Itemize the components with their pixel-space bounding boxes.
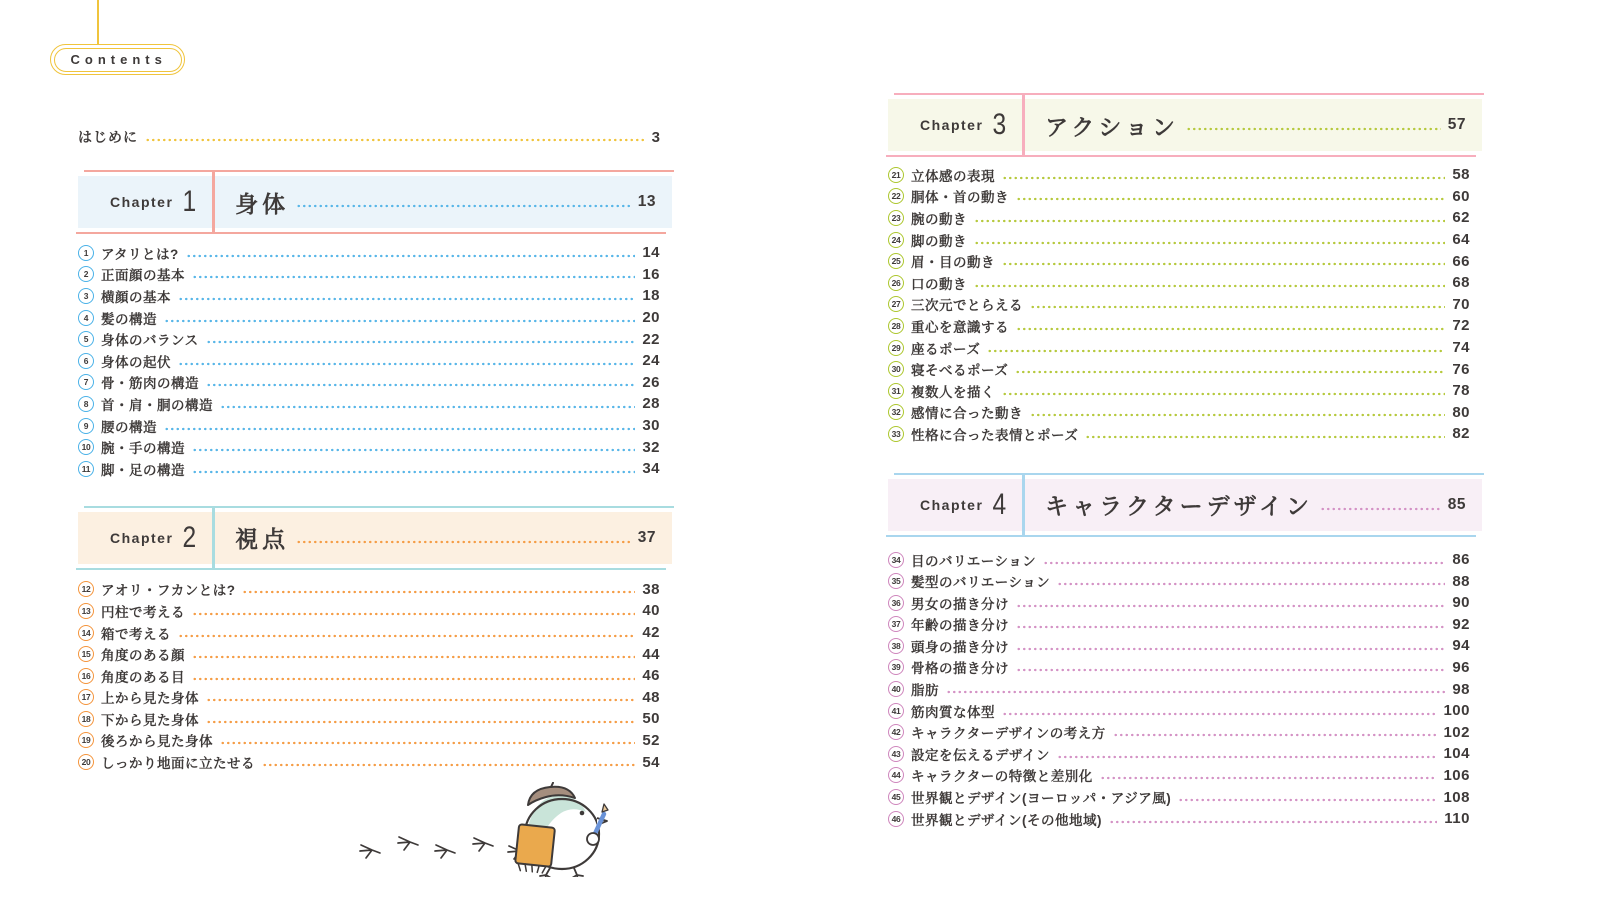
item-page-number: 104 bbox=[1443, 745, 1470, 763]
intro-row bbox=[78, 126, 660, 148]
toc-item-row bbox=[888, 657, 1470, 679]
dotted-leader bbox=[1015, 370, 1445, 374]
item-title: 目のバリエーション bbox=[911, 553, 1037, 569]
dotted-leader bbox=[1002, 392, 1445, 396]
intro-page-number: 3 bbox=[651, 128, 660, 146]
chapter-title: アクション bbox=[1045, 113, 1179, 140]
dotted-leader bbox=[192, 448, 635, 452]
item-page-number: 28 bbox=[642, 395, 660, 413]
toc-item-row bbox=[78, 708, 660, 730]
item-number-badge: 28 bbox=[888, 318, 904, 334]
item-page-number: 102 bbox=[1443, 723, 1470, 741]
item-page-number: 82 bbox=[1452, 425, 1470, 443]
toc-item-row bbox=[78, 643, 660, 665]
chapter-header bbox=[888, 99, 1482, 151]
item-page-number: 30 bbox=[642, 417, 660, 435]
item-number-badge: 22 bbox=[888, 188, 904, 204]
chapter-header bbox=[78, 176, 672, 228]
item-number-badge: 37 bbox=[888, 616, 904, 632]
item-number-badge: 21 bbox=[888, 167, 904, 183]
toc-item-row bbox=[888, 700, 1470, 722]
item-title: 脂肪 bbox=[911, 683, 939, 699]
item-page-number: 26 bbox=[642, 373, 660, 391]
toc-item-row bbox=[78, 372, 660, 394]
toc-item-row bbox=[888, 294, 1470, 316]
item-page-number: 58 bbox=[1452, 166, 1470, 184]
dotted-leader bbox=[1057, 582, 1445, 586]
item-title: 横顔の基本 bbox=[101, 289, 171, 305]
chapter-4-section bbox=[888, 479, 1482, 830]
dotted-leader bbox=[242, 590, 635, 594]
chapter-number: 4 bbox=[992, 487, 1007, 521]
contents-badge-label: Contents bbox=[54, 48, 182, 72]
chapter-2-section bbox=[78, 512, 672, 773]
dotted-leader bbox=[1109, 820, 1437, 824]
item-number-badge: 33 bbox=[888, 426, 904, 442]
dotted-leader bbox=[262, 763, 635, 767]
dotted-leader bbox=[1002, 176, 1445, 180]
item-title: 世界観とデザイン(その他地域) bbox=[911, 812, 1103, 828]
item-page-number: 110 bbox=[1444, 810, 1470, 828]
chapter-item-list bbox=[888, 549, 1470, 830]
dotted-leader bbox=[946, 690, 1445, 694]
item-page-number: 24 bbox=[642, 352, 660, 370]
item-number-badge: 10 bbox=[78, 439, 94, 455]
chapter-divider bbox=[1022, 94, 1025, 156]
item-title: キャラクターの特徴と差別化 bbox=[911, 769, 1093, 785]
intro-dotted-leader bbox=[145, 138, 645, 142]
chapter-number: 3 bbox=[992, 108, 1007, 141]
item-title: 首・肩・胴の構造 bbox=[101, 397, 213, 413]
toc-item-row bbox=[78, 350, 660, 372]
item-page-number: 74 bbox=[1452, 339, 1470, 357]
toc-item-row bbox=[78, 393, 660, 415]
item-title: 腕の動き bbox=[911, 211, 967, 227]
toc-item-row bbox=[888, 164, 1470, 186]
item-page-number: 40 bbox=[642, 602, 660, 620]
dotted-leader bbox=[1085, 435, 1445, 439]
dotted-leader bbox=[164, 319, 635, 323]
item-page-number: 46 bbox=[642, 667, 660, 685]
item-number-badge: 42 bbox=[888, 724, 904, 740]
item-number-badge: 17 bbox=[78, 689, 94, 705]
dotted-leader bbox=[987, 349, 1445, 353]
left-page-column bbox=[78, 126, 672, 773]
dotted-leader bbox=[220, 405, 635, 409]
item-number-badge: 32 bbox=[888, 404, 904, 420]
item-title: 口の動き bbox=[911, 276, 967, 292]
toc-item-row bbox=[888, 423, 1470, 445]
dotted-leader bbox=[1186, 127, 1441, 131]
toc-item-row bbox=[888, 272, 1470, 294]
item-number-badge: 25 bbox=[888, 253, 904, 269]
item-number-badge: 19 bbox=[78, 732, 94, 748]
item-page-number: 32 bbox=[642, 438, 660, 456]
dotted-leader bbox=[1178, 798, 1436, 802]
dotted-leader bbox=[1057, 755, 1436, 759]
item-number-badge: 11 bbox=[78, 461, 94, 477]
dotted-leader bbox=[1016, 625, 1445, 629]
chapter-page-number: 57 bbox=[1447, 116, 1466, 133]
toc-item-row bbox=[888, 570, 1470, 592]
item-page-number: 80 bbox=[1452, 403, 1470, 421]
item-page-number: 100 bbox=[1443, 702, 1470, 720]
chapter-item-list bbox=[78, 579, 660, 773]
dotted-leader bbox=[178, 362, 635, 366]
item-title: 胴体・首の動き bbox=[911, 190, 1009, 206]
item-page-number: 108 bbox=[1443, 788, 1470, 806]
item-number-badge: 1 bbox=[78, 245, 94, 261]
chapter-number: 1 bbox=[182, 185, 197, 218]
item-number-badge: 41 bbox=[888, 703, 904, 719]
item-title: 髪型のバリエーション bbox=[911, 575, 1051, 591]
item-title: 重心を意識する bbox=[911, 319, 1009, 335]
item-page-number: 48 bbox=[642, 688, 660, 706]
item-number-badge: 40 bbox=[888, 681, 904, 697]
toc-item-row bbox=[888, 678, 1470, 700]
item-number-badge: 39 bbox=[888, 659, 904, 675]
dotted-leader bbox=[974, 241, 1445, 245]
toc-item-row bbox=[78, 687, 660, 709]
item-page-number: 54 bbox=[642, 753, 660, 771]
item-page-number: 90 bbox=[1452, 594, 1470, 612]
chapter-title: 身体 bbox=[235, 190, 290, 217]
dotted-leader bbox=[1320, 507, 1441, 511]
dotted-leader bbox=[1113, 733, 1437, 737]
item-page-number: 22 bbox=[642, 330, 660, 348]
chapter-title: キャラクターデザイン bbox=[1045, 493, 1314, 520]
toc-item-row bbox=[888, 808, 1470, 830]
item-page-number: 20 bbox=[642, 309, 660, 327]
item-title: 複数人を描く bbox=[911, 384, 995, 400]
item-page-number: 52 bbox=[642, 731, 660, 749]
toc-item-row bbox=[888, 186, 1470, 208]
right-page-column bbox=[888, 99, 1482, 829]
dotted-leader bbox=[206, 720, 635, 724]
dotted-leader bbox=[192, 612, 635, 616]
chapter-word: Chapter bbox=[920, 117, 984, 133]
item-number-badge: 14 bbox=[78, 625, 94, 641]
toc-item-row bbox=[78, 600, 660, 622]
chapter-page-number: 37 bbox=[637, 528, 656, 546]
item-page-number: 72 bbox=[1452, 317, 1470, 335]
item-title: 頭身の描き分け bbox=[911, 639, 1009, 655]
item-number-badge: 45 bbox=[888, 789, 904, 805]
item-title: 男女の描き分け bbox=[911, 596, 1009, 612]
item-title: 性格に合った表情とポーズ bbox=[911, 427, 1079, 443]
item-page-number: 78 bbox=[1452, 382, 1470, 400]
toc-item-row bbox=[78, 751, 660, 773]
dotted-leader bbox=[206, 383, 635, 387]
chapter-1-section bbox=[78, 176, 672, 480]
toc-item-row bbox=[888, 549, 1470, 571]
toc-item-row bbox=[888, 402, 1470, 424]
item-number-badge: 26 bbox=[888, 275, 904, 291]
dotted-leader bbox=[1043, 561, 1445, 565]
item-number-badge: 36 bbox=[888, 595, 904, 611]
item-title: 髪の構造 bbox=[101, 311, 157, 327]
item-page-number: 66 bbox=[1452, 252, 1470, 270]
toc-item-row bbox=[78, 458, 660, 480]
item-number-badge: 3 bbox=[78, 288, 94, 304]
item-number-badge: 7 bbox=[78, 374, 94, 390]
toc-item-row bbox=[888, 250, 1470, 272]
item-title: 脚・足の構造 bbox=[101, 462, 185, 478]
dotted-leader bbox=[220, 741, 635, 745]
item-title: 感情に合った動き bbox=[911, 406, 1023, 422]
item-number-badge: 43 bbox=[888, 746, 904, 762]
dotted-leader bbox=[1016, 604, 1445, 608]
item-title: 上から見た身体 bbox=[101, 691, 199, 707]
item-page-number: 88 bbox=[1452, 572, 1470, 590]
toc-item-row bbox=[78, 436, 660, 458]
dotted-leader bbox=[178, 297, 635, 301]
toc-item-row bbox=[78, 242, 660, 264]
dotted-leader bbox=[192, 275, 635, 279]
item-title: 脚の動き bbox=[911, 233, 967, 249]
toc-item-row bbox=[78, 665, 660, 687]
bird-icon bbox=[514, 783, 608, 877]
dotted-leader bbox=[192, 655, 635, 659]
item-page-number: 86 bbox=[1452, 551, 1470, 569]
item-title: 座るポーズ bbox=[911, 341, 981, 357]
toc-item-row bbox=[888, 635, 1470, 657]
toc-item-row bbox=[888, 229, 1470, 251]
item-page-number: 94 bbox=[1452, 637, 1470, 655]
toc-item-row bbox=[78, 307, 660, 329]
item-number-badge: 16 bbox=[78, 668, 94, 684]
item-title: 腕・手の構造 bbox=[101, 441, 185, 457]
item-number-badge: 2 bbox=[78, 266, 94, 282]
item-number-badge: 29 bbox=[888, 340, 904, 356]
chapter-item-list bbox=[888, 164, 1470, 445]
chapter-3-section bbox=[888, 99, 1482, 445]
chapter-number: 2 bbox=[182, 520, 197, 554]
item-title: アオリ・フカンとは? bbox=[101, 583, 236, 599]
toc-item-row bbox=[78, 622, 660, 644]
toc-item-row bbox=[888, 207, 1470, 229]
item-title: 箱で考える bbox=[101, 626, 171, 642]
dotted-leader bbox=[178, 634, 635, 638]
toc-item-row bbox=[888, 337, 1470, 359]
toc-item-row bbox=[78, 579, 660, 601]
item-title: 世界観とデザイン(ヨーロッパ・アジア風) bbox=[911, 791, 1172, 807]
dotted-leader bbox=[296, 540, 631, 544]
toc-item-row bbox=[888, 592, 1470, 614]
dotted-leader bbox=[1002, 712, 1436, 716]
item-page-number: 68 bbox=[1452, 274, 1470, 292]
item-number-badge: 12 bbox=[78, 581, 94, 597]
item-number-badge: 23 bbox=[888, 210, 904, 226]
dotted-leader bbox=[974, 284, 1445, 288]
toc-item-row bbox=[78, 328, 660, 350]
item-page-number: 60 bbox=[1452, 187, 1470, 205]
item-number-badge: 4 bbox=[78, 310, 94, 326]
item-page-number: 16 bbox=[642, 265, 660, 283]
chapter-divider bbox=[212, 507, 215, 569]
item-title: 骨格の描き分け bbox=[911, 661, 1009, 677]
dotted-leader bbox=[192, 470, 635, 474]
item-title: 年齢の描き分け bbox=[911, 618, 1009, 634]
item-page-number: 44 bbox=[642, 645, 660, 663]
item-title: 立体感の表現 bbox=[911, 168, 995, 184]
item-number-badge: 31 bbox=[888, 383, 904, 399]
chapter-word: Chapter bbox=[110, 194, 174, 210]
item-page-number: 64 bbox=[1452, 231, 1470, 249]
item-title: 角度のある目 bbox=[101, 669, 185, 685]
toc-item-row bbox=[78, 285, 660, 307]
chapter-header bbox=[78, 512, 672, 564]
item-title: 眉・目の動き bbox=[911, 255, 995, 271]
chapter-item-list bbox=[78, 242, 660, 480]
item-page-number: 106 bbox=[1443, 766, 1470, 784]
toc-item-row bbox=[888, 721, 1470, 743]
chapter-page-number: 13 bbox=[637, 193, 656, 210]
contents-badge bbox=[50, 44, 185, 75]
item-title: 正面顔の基本 bbox=[101, 268, 185, 284]
dotted-leader bbox=[1016, 197, 1445, 201]
item-page-number: 50 bbox=[642, 710, 660, 728]
chapter-word: Chapter bbox=[110, 529, 174, 546]
item-title: 身体のバランス bbox=[101, 333, 199, 349]
dotted-leader bbox=[1030, 305, 1445, 309]
dotted-leader bbox=[1002, 262, 1445, 266]
item-title: しっかり地面に立たせる bbox=[101, 756, 255, 772]
item-number-badge: 38 bbox=[888, 638, 904, 654]
item-page-number: 70 bbox=[1452, 295, 1470, 313]
chapter-divider bbox=[212, 171, 215, 233]
dotted-leader bbox=[1016, 668, 1445, 672]
toc-item-row bbox=[888, 380, 1470, 402]
item-title: 腰の構造 bbox=[101, 419, 157, 435]
item-number-badge: 18 bbox=[78, 711, 94, 727]
dotted-leader bbox=[206, 340, 636, 344]
dotted-leader bbox=[192, 677, 635, 681]
item-number-badge: 27 bbox=[888, 296, 904, 312]
item-title: 身体の起伏 bbox=[101, 354, 171, 370]
item-number-badge: 9 bbox=[78, 418, 94, 434]
item-page-number: 92 bbox=[1452, 615, 1470, 633]
dotted-leader bbox=[1030, 413, 1445, 417]
item-title: 骨・筋肉の構造 bbox=[101, 376, 199, 392]
toc-item-row bbox=[888, 358, 1470, 380]
item-page-number: 98 bbox=[1452, 680, 1470, 698]
item-number-badge: 24 bbox=[888, 232, 904, 248]
item-number-badge: 34 bbox=[888, 552, 904, 568]
chapter-title: 視点 bbox=[235, 526, 290, 553]
item-title: 筋肉質な体型 bbox=[911, 704, 995, 720]
item-page-number: 38 bbox=[642, 580, 660, 598]
toc-item-row bbox=[888, 315, 1470, 337]
bird-mascot-illustration bbox=[350, 782, 610, 877]
item-title: 円柱で考える bbox=[101, 604, 185, 620]
item-number-badge: 44 bbox=[888, 767, 904, 783]
dotted-leader bbox=[1100, 776, 1437, 780]
chapter-page-number: 85 bbox=[1447, 495, 1466, 513]
dotted-leader bbox=[206, 698, 635, 702]
toc-item-row bbox=[78, 264, 660, 286]
item-title: 設定を伝えるデザイン bbox=[911, 747, 1051, 763]
toc-item-row bbox=[888, 614, 1470, 636]
item-page-number: 14 bbox=[642, 244, 660, 262]
item-title: 寝そべるポーズ bbox=[911, 363, 1009, 379]
item-page-number: 62 bbox=[1452, 209, 1470, 227]
toc-item-row bbox=[78, 730, 660, 752]
chapter-header bbox=[888, 479, 1482, 531]
toc-item-row bbox=[888, 743, 1470, 765]
item-number-badge: 20 bbox=[78, 754, 94, 770]
item-number-badge: 6 bbox=[78, 353, 94, 369]
item-page-number: 76 bbox=[1452, 360, 1470, 378]
item-page-number: 18 bbox=[642, 287, 660, 305]
item-number-badge: 15 bbox=[78, 646, 94, 662]
item-number-badge: 30 bbox=[888, 361, 904, 377]
item-page-number: 96 bbox=[1452, 658, 1470, 676]
intro-label: はじめに bbox=[78, 129, 138, 145]
toc-item-row bbox=[888, 765, 1470, 787]
item-title: 後ろから見た身体 bbox=[101, 734, 213, 750]
dotted-leader bbox=[164, 427, 635, 431]
dotted-leader bbox=[1016, 647, 1445, 651]
toc-item-row bbox=[78, 415, 660, 437]
item-number-badge: 35 bbox=[888, 573, 904, 589]
item-number-badge: 8 bbox=[78, 396, 94, 412]
dotted-leader bbox=[974, 219, 1445, 223]
item-number-badge: 46 bbox=[888, 811, 904, 827]
toc-item-row bbox=[888, 786, 1470, 808]
item-title: キャラクターデザインの考え方 bbox=[911, 726, 1106, 742]
dotted-leader bbox=[296, 204, 631, 208]
footprints-icon bbox=[360, 837, 528, 859]
item-page-number: 34 bbox=[642, 460, 660, 478]
chapter-word: Chapter bbox=[920, 496, 984, 513]
item-number-badge: 13 bbox=[78, 603, 94, 619]
item-title: 角度のある顔 bbox=[101, 648, 185, 664]
item-title: 下から見た身体 bbox=[101, 712, 199, 728]
chapter-divider bbox=[1022, 474, 1025, 536]
item-page-number: 42 bbox=[642, 624, 660, 642]
item-title: アタリとは? bbox=[101, 246, 179, 262]
item-title: 三次元でとらえる bbox=[911, 298, 1023, 314]
badge-connector-line bbox=[97, 0, 99, 45]
item-number-badge: 5 bbox=[78, 331, 94, 347]
dotted-leader bbox=[186, 254, 636, 258]
dotted-leader bbox=[1016, 327, 1445, 331]
